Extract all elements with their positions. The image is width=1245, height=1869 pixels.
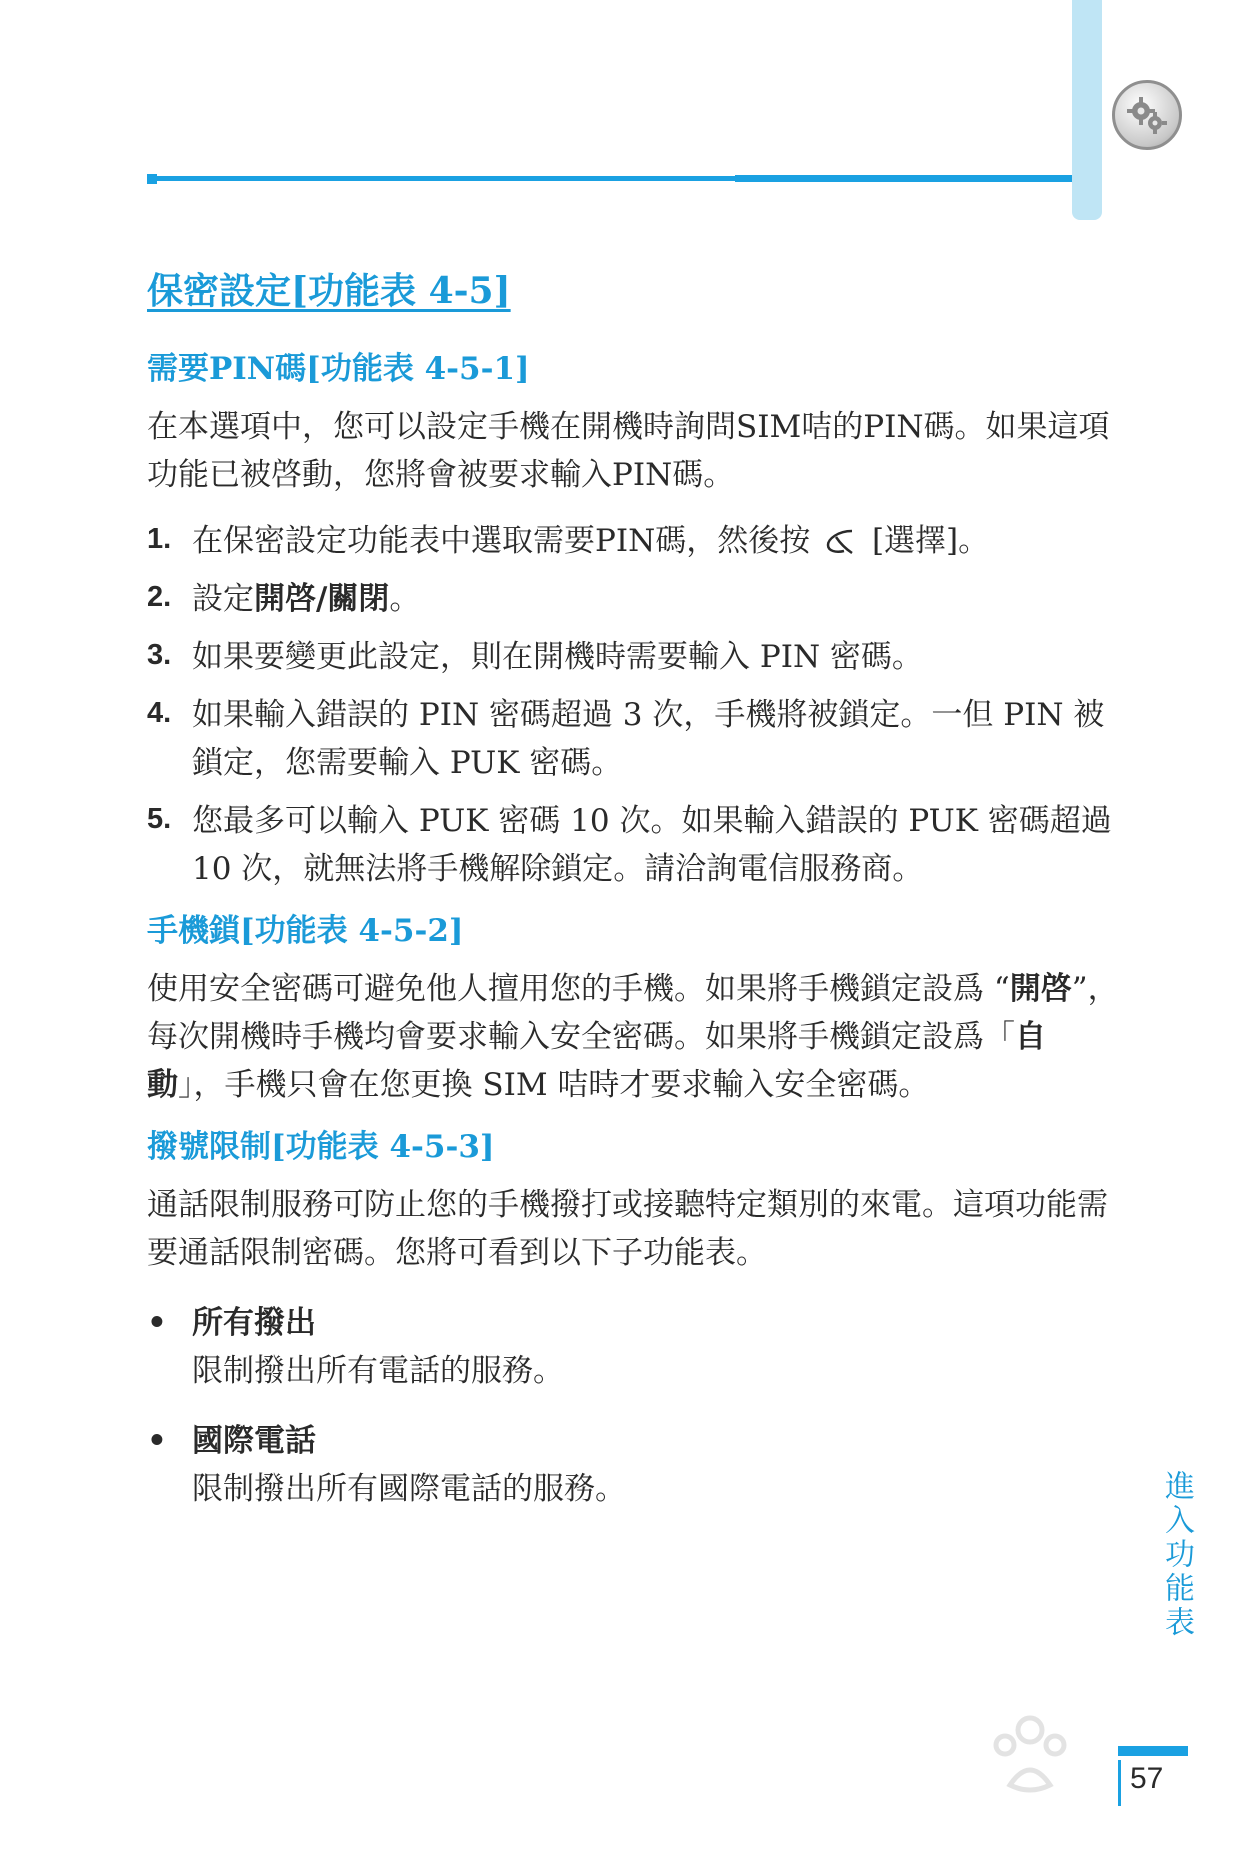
phone-lock-text-1: 使用安全密碼可避免他人擅用您的手機。如果將手機鎖定設爲 [147, 970, 984, 1007]
step-number: 1. [147, 522, 172, 555]
list-item [147, 1299, 1122, 1395]
phone-lock-option-auto: 自動 [147, 1018, 1046, 1103]
watermark-logo [880, 1690, 1180, 1840]
page-content [147, 268, 1122, 1513]
list-item [147, 1417, 1122, 1513]
gear-icon [1112, 80, 1182, 150]
step-item [147, 575, 1122, 623]
step-text: 如果要變更此設定，則在開機時需要輸入 PIN 密碼。 [192, 638, 923, 675]
phone-lock-option-on: 開啓 [1009, 970, 1072, 1007]
step-text-select: [選擇]。 [871, 522, 990, 559]
page-number: 57 [1130, 1762, 1164, 1795]
bullet-icon: • [147, 1423, 167, 1460]
phone-lock-title: 手機鎖[功能表 4-5-2] [147, 913, 464, 950]
bullet-description: 限制撥出所有電話的服務。 [192, 1353, 564, 1390]
section-title: 保密設定[功能表 4-5] [147, 270, 511, 312]
bullet-heading: 國際電話 [192, 1423, 316, 1460]
step-text: 設定 [192, 580, 254, 617]
phone-lock-text-3: 」，手機只會在您更換 SIM 咭時才要求輸入安全密碼。 [178, 1067, 930, 1103]
pin-title: 需要PIN碼[功能表 4-5-1] [147, 350, 530, 387]
bullet-icon: • [147, 1304, 167, 1341]
left-softkey-icon [824, 527, 858, 557]
header-rule-accent [735, 175, 1072, 182]
step-item [147, 517, 1122, 565]
step-item [147, 691, 1122, 787]
phone-lock-body: 使用安全密碼可避免他人擅用您的手機。如果將手機鎖定設爲 “開啓”，每次開機時手機均會要求輸入安全密碼。如果將手機鎖定設爲「自動」，手機只會在您更換 SIM 咭時才要求輸入安全密碼。 [147, 970, 1119, 1103]
step-number: 3. [147, 638, 172, 671]
step-number: 2. [147, 580, 172, 613]
call-barring-title: 撥號限制[功能表 4-5-3] [147, 1129, 495, 1166]
step-text: 您最多可以輸入 PUK 密碼 10 次。如果輸入錯誤的 PUK 密碼超過 10 次，就無法將手機解除鎖定。請洽詢電信服務商。 [192, 802, 1112, 888]
step-item [147, 797, 1122, 893]
header-rule-dot [147, 174, 157, 184]
phone-lock-text-2: ，每次開機時手機均會要求輸入安全密碼。如果將手機鎖定設爲「 [147, 970, 1119, 1055]
pin-intro: 在本選項中，您可以設定手機在開機時詢問SIM咭的PIN碼。如果這項功能已被啓動，您將會被要求輸入PIN碼。 [147, 408, 1110, 493]
step-item [147, 633, 1122, 681]
header-side-strip [1072, 0, 1102, 220]
step-bold-option: 開啓/關閉 [254, 580, 390, 617]
bullet-heading: 所有撥出 [192, 1304, 316, 1341]
step-text: 如果輸入錯誤的 PIN 密碼超過 3 次，手機將被鎖定。一但 PIN 被鎖定，您需要輸入 PUK 密碼。 [192, 696, 1105, 781]
pin-steps [147, 517, 1122, 893]
call-barring-intro: 通話限制服務可防止您的手機撥打或接聽特定類別的來電。這項功能需要通話限制密碼。您將可看到以下子功能表。 [147, 1186, 1108, 1271]
step-text: 在保密設定功能表中選取需要PIN碼，然後按 [192, 522, 811, 559]
step-number: 4. [147, 696, 172, 729]
step-text-end: 。 [389, 580, 421, 617]
side-chapter-label: 進入功能表 [1159, 1470, 1194, 1640]
bullet-description: 限制撥出所有國際電話的服務。 [192, 1471, 626, 1508]
step-number: 5. [147, 802, 172, 835]
